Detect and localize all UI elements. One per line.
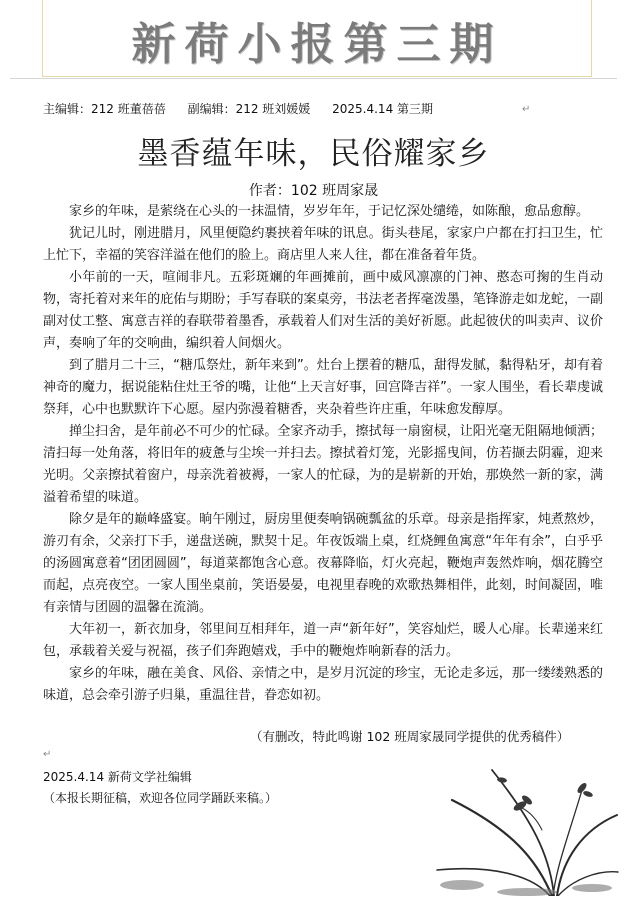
article-body (43, 201, 603, 707)
deputy-editor: 副编辑：212 班刘媛媛 (187, 102, 311, 116)
masthead (42, 0, 592, 77)
article-paragraph: 小年前的一天，喧闹非凡。五彩斑斓的年画摊前，画中威风凛凛的门神、憨态可掬的生肖动物，寄托着对来年的庇佑与期盼；手写春联的案桌旁，书法老者挥毫泼墨，笔锋游走如龙蛇，一副副对仗工整、寓意吉祥的春联带着墨香，承载着人们对生活的美好祈愿。此起彼伏的叫卖声、议价声，奏响了年的交响曲，编织着人间烟火。 (43, 270, 603, 351)
article-paragraph: 大年初一，新衣加身，邻里间互相拜年，道一声“新年好”，笑容灿烂，暖人心扉。长辈递来红包，承载着关爱与祝福，孩子们奔跑嬉戏，手中的鞭炮炸响新春的活力。 (43, 622, 603, 659)
footer (43, 767, 277, 809)
footer-date-line: 2025.4.14 新荷文学社编辑 (43, 770, 192, 784)
paragraph-mark-icon: ↵ (43, 749, 52, 760)
article-paragraph: 犹记儿时，刚进腊月，风里便隐约裹挟着年味的讯息。街头巷尾，家家户户都在打扫卫生，忙上忙下，幸福的笑容洋溢在他们的脸上。商店里人来人往，都在准备着年货。 (43, 226, 603, 263)
article-paragraph: 到了腊月二十三，“糖瓜祭灶，新年来到”。灶台上摆着的糖瓜，甜得发腻，黏得粘牙，却有着神奇的魔力，据说能粘住灶王爷的嘴，让他“上天言好事，回宫降吉祥”。一家人围坐，看长辈虔诚祭拜，心中也默默许下心愿。屋内弥漫着糖香，夹杂着些许庄重，年味愈发醇厚。 (43, 358, 603, 417)
editor-line (43, 100, 451, 117)
chief-editor: 主编辑：212 班董蓓蓓 (43, 102, 166, 116)
newspaper-title: 新荷小报第三期 (131, 19, 503, 70)
article-paragraph: 家乡的年味，是萦绕在心头的一抹温情，岁岁年年，于记忆深处缱绻，如陈酿，愈品愈醇。 (69, 204, 590, 219)
orchid-ink-illustration (432, 760, 620, 896)
issue-date: 2025.4.14 第三期 (332, 102, 434, 116)
article-paragraph: 掸尘扫舍，是年前必不可少的忙碌。全家齐动手，擦拭每一扇窗棂，让阳光毫无阻隔地倾洒；清扫每一处角落，将旧年的疲惫与尘埃一并扫去。擦拭着灯笼，光影摇曳间，仿若撷去阴霾，迎来光明。父亲擦拭着窗户，母亲洗着被褥，一家人的忙碌，为的是崭新的开始，那焕然一新的家，满溢着希望的味道。 (43, 424, 603, 505)
paragraph-mark-icon: ↵ (522, 104, 531, 115)
article-title: 墨香蕴年味，民俗耀家乡 (137, 136, 490, 172)
article-author: 作者：102 班周家晟 (248, 183, 379, 199)
footer-notice: （本报长期征稿，欢迎各位同学踊跃来稿。） (43, 791, 278, 805)
article-paragraph: 家乡的年味，融在美食、风俗、亲情之中，是岁月沉淀的珍宝，无论走多远，那一缕缕熟悉的味道，总会牵引游子归巢，重温往昔，眷恋如初。 (43, 666, 603, 703)
acknowledgement: （有删改，特此鸣谢 102 班周家晟同学提供的优秀稿件） (250, 729, 570, 744)
header-rule (10, 78, 617, 79)
article-paragraph: 除夕是年的巅峰盛宴。晌午刚过，厨房里便奏响锅碗瓢盆的乐章。母亲是指挥家，炖煮熬炒，游刃有余，父亲打下手，递盘送碗，默契十足。年夜饭端上桌，红烧鲤鱼寓意“年年有余”，白乎乎的汤圆寓意着“团团圆圆”，每道菜都饱含心意。夜幕降临，灯火亮起，鞭炮声轰然炸响，烟花腾空而起，点亮夜空。一家人围坐桌前，笑语晏晏，电视里春晚的欢歌热舞相伴，此刻，时间凝固，唯有亲情与团圆的温馨在流淌。 (43, 512, 603, 615)
